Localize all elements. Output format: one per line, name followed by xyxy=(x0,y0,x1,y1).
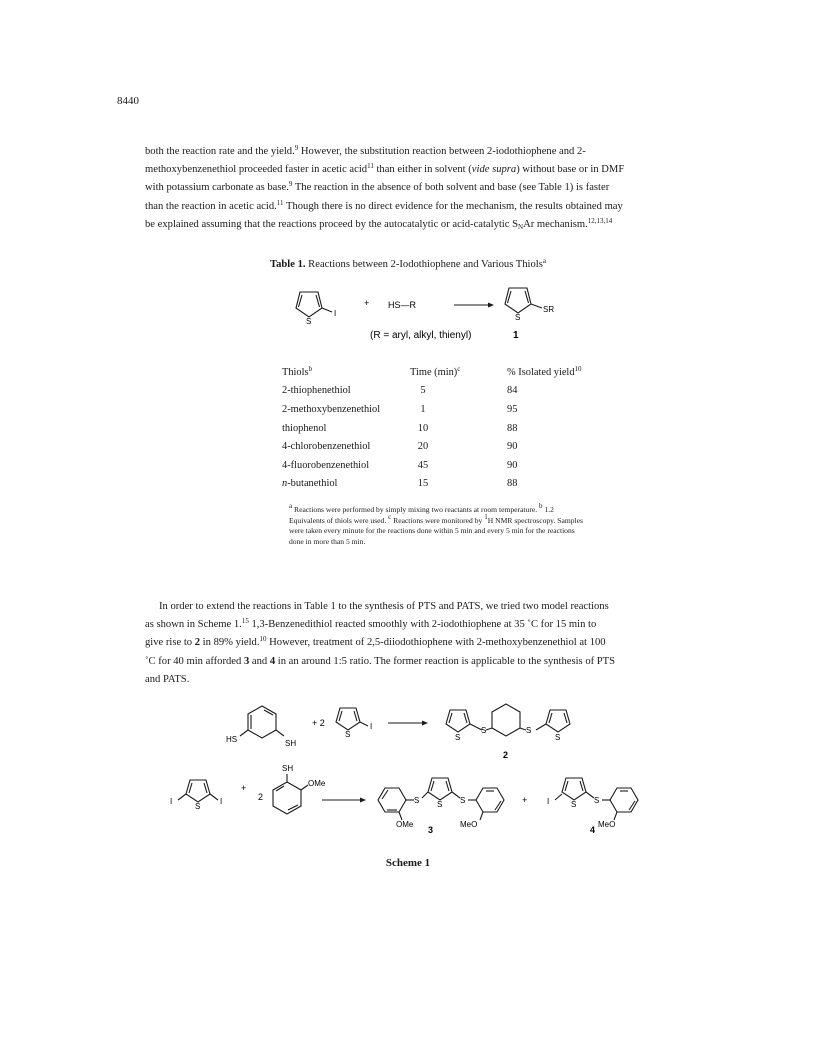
thiophene-ring-sr xyxy=(505,288,542,313)
s-atom-label: S xyxy=(306,317,312,326)
product-number-4: 4 xyxy=(590,825,596,835)
plus-sign: + xyxy=(522,795,528,805)
plus-sign: + xyxy=(364,298,370,308)
ome-label: OMe xyxy=(308,779,326,788)
time-cell: 1 xyxy=(420,403,426,415)
s-atom-label: S xyxy=(460,796,466,805)
product-number-1: 1 xyxy=(513,330,519,341)
table-row xyxy=(282,382,607,401)
s-atom-label: S xyxy=(515,313,521,322)
reaction-arrow xyxy=(388,721,428,726)
iodo-label: I xyxy=(547,797,550,806)
table-1-reaction-scheme xyxy=(280,280,620,360)
product-number-3: 3 xyxy=(428,825,434,835)
time-cell: 15 xyxy=(417,478,429,490)
coefficient-plus-2: + 2 xyxy=(312,718,325,728)
table-row xyxy=(282,475,607,494)
thiol-name: 4-chlorobenzenethiol xyxy=(282,441,371,453)
s-atom-label: S xyxy=(414,796,420,805)
s-atom-label: S xyxy=(555,733,561,742)
paragraph-2: In order to extend the reactions in Table 1 to the synthesis of PTS and PATS, we tried two model reactions as shown in Scheme 1.15 1,3-Benzenedithiol reacted smoothly with 2-iodothiophene at 35 ˚C for 15 min to give rise to 2 in 89% yield.$^{10}$ However, treatment of 2,5-diiodothiophene with 2-methoxybenzenethiol at 100 ˚C for 40 min afforded 3 and 4 in an around 1:5 ratio. The former reaction is applicable to the synthesis of PTS and PATS. xyxy=(145,601,616,685)
thiols-table xyxy=(282,363,607,493)
product-number-2: 2 xyxy=(503,750,509,760)
table-row xyxy=(282,437,607,456)
s-atom-label: S xyxy=(481,726,487,735)
yield-cell: 90 xyxy=(507,441,518,453)
table-row xyxy=(282,419,607,438)
thiol-name: 4-fluorobenzenethiol xyxy=(282,459,370,471)
thiol-name: 2-thiophenethiol xyxy=(282,385,351,397)
iodo-label: I xyxy=(220,797,223,806)
thiol-name: 2-methoxybenzenethiol xyxy=(282,403,381,415)
sh-label: SH xyxy=(285,739,297,748)
table-1-footnote: $^a$ Reactions were performed by simply mixing two reactants at room temperature. $^b$ 1.2 Equivalents of thiols were used. $^c$ Reactions were monitored by $^1$H NMR spectroscopy. Samples were taken every minute for the reactions done within 5 min and every 5 min for the reactions done in more than 5 min. xyxy=(289,502,583,546)
thiophene-ring-iodo xyxy=(296,292,332,317)
table-row xyxy=(282,456,607,475)
iodo-label: I xyxy=(334,309,337,318)
yield-cell: 88 xyxy=(507,478,518,490)
time-cell: 20 xyxy=(417,441,429,453)
scheme-1-reaction-2 xyxy=(170,760,650,840)
page-number: 8440 xyxy=(117,95,139,107)
time-cell: 10 xyxy=(417,422,429,434)
plus-sign: + xyxy=(241,783,247,793)
yield-cell: 88 xyxy=(507,422,518,434)
meo-label: MeO xyxy=(460,820,478,829)
thiol-reagent: HS—R xyxy=(388,300,417,310)
sh-label: SH xyxy=(282,764,294,773)
iodothiophene-ring xyxy=(336,708,368,730)
header-time: Time $(\min)^c$ xyxy=(410,364,461,378)
paragraph-1: both the reaction rate and the yield.$^9$ However, the substitution reaction between 2-iodothiophene and 2- methoxybenzenethiol proceeded faster in acetic acid$^{11}$ than either in solvent (vide supra) without base or in DMF with potassium carbonate as base.$^9$ The reaction in the absence of both solvent and base (see Table 1) is faster than the reaction in acetic acid.$^{11}$ Though there is no direct evidence for the mechanism, the results obtained may be explained assuming that the reactions proceed by the autocatalytic or acid-catalytic $S_NAr$ mechanism.$^{12,13,14}$ xyxy=(145,144,625,231)
product-2-structure xyxy=(446,704,570,736)
iodo-label: I xyxy=(170,797,173,806)
header-yield: % Isolated yield$^{10}$ xyxy=(507,364,582,378)
r-definition: (R = aryl, alkyl, thienyl) xyxy=(370,330,472,341)
scheme-1-caption: Scheme 1 xyxy=(385,857,431,869)
iodo-label: I xyxy=(370,722,373,731)
time-cell: 5 xyxy=(420,385,426,397)
thiol-name: n-butanethiol xyxy=(282,478,338,490)
reaction-arrow xyxy=(322,798,366,803)
diiodothiophene-ring xyxy=(178,780,218,802)
sr-label: SR xyxy=(543,305,555,314)
table-row xyxy=(282,400,607,419)
reaction-arrow xyxy=(454,303,494,308)
methoxybenzenethiol-ring xyxy=(273,774,308,814)
s-atom-label: S xyxy=(345,730,351,739)
s-atom-label: S xyxy=(571,800,577,809)
yield-cell: 84 xyxy=(507,385,518,397)
ome-label: OMe xyxy=(396,820,414,829)
s-atom-label: S xyxy=(437,800,443,809)
s-atom-label: S xyxy=(195,802,201,811)
thiol-name: thiophenol xyxy=(282,422,327,434)
s-atom-label: S xyxy=(526,726,532,735)
yield-cell: 95 xyxy=(507,403,518,415)
product-3-structure xyxy=(378,778,504,820)
scheme-1-reaction-1 xyxy=(220,700,590,762)
time-cell: 45 xyxy=(417,459,429,471)
coefficient-2: 2 xyxy=(258,792,264,802)
header-thiols: Thiols$^b$ xyxy=(282,364,313,378)
benzenedithiol-ring xyxy=(240,706,284,738)
s-atom-label: S xyxy=(455,733,461,742)
table-1-caption: Table 1. Reactions between 2-Iodothiophene and Various Thiols$^a$ xyxy=(270,257,546,270)
s-atom-label: S xyxy=(594,796,600,805)
meo-label: MeO xyxy=(598,820,616,829)
yield-cell: 90 xyxy=(507,459,518,471)
hs-label: HS xyxy=(226,735,238,744)
table-header-row xyxy=(282,363,607,382)
